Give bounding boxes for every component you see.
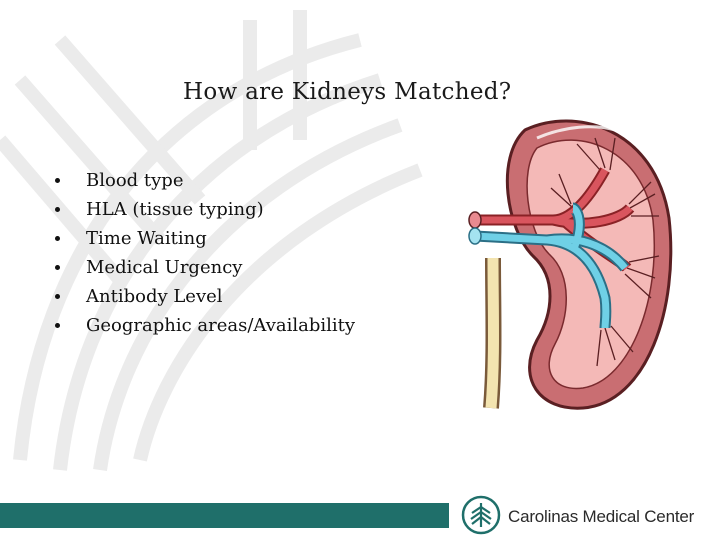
bullet-icon xyxy=(55,265,60,270)
bullet-text: Antibody Level xyxy=(86,286,223,307)
list-item xyxy=(55,195,355,224)
bullet-icon xyxy=(55,294,60,299)
list-item xyxy=(55,166,355,195)
bullet-text: Time Waiting xyxy=(86,228,207,249)
footer-bar xyxy=(0,503,449,528)
carolinas-medical-center-logo-icon xyxy=(459,495,503,535)
bullet-icon xyxy=(55,207,60,212)
list-item xyxy=(55,311,355,340)
bullet-list xyxy=(55,166,355,340)
list-item xyxy=(55,282,355,311)
bullet-icon xyxy=(55,236,60,241)
list-item xyxy=(55,253,355,282)
bullet-text: Blood type xyxy=(86,170,184,191)
kidney-cross-section-icon xyxy=(455,108,675,413)
bullet-text: Medical Urgency xyxy=(86,257,243,278)
bullet-icon xyxy=(55,178,60,183)
bullet-text: HLA (tissue typing) xyxy=(86,199,264,220)
bullet-text: Geographic areas/Availability xyxy=(86,315,356,336)
organization-name: Carolinas Medical Center xyxy=(508,507,695,526)
slide-title: How are Kidneys Matched? xyxy=(183,79,512,105)
bullet-icon xyxy=(55,323,60,328)
list-item xyxy=(55,224,355,253)
